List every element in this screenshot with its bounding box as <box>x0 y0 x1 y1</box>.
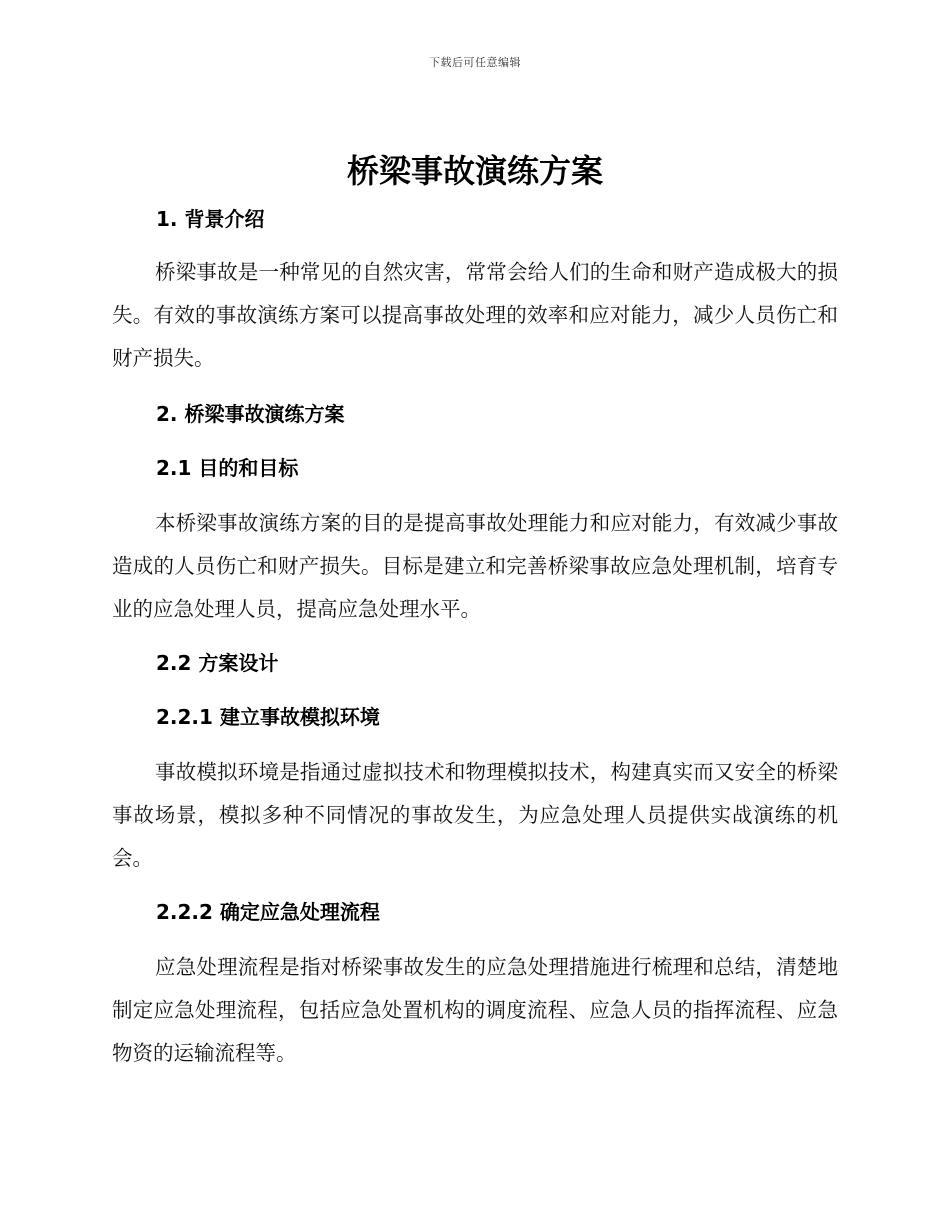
section-heading-plan: 2. 桥梁事故演练方案 <box>156 402 345 426</box>
document-title: 桥梁事故演练方案 <box>346 152 603 190</box>
section-heading-goals: 2.1 目的和目标 <box>156 456 299 480</box>
header-note: 下载后可任意编辑 <box>429 56 521 69</box>
section-heading-process: 2.2.2 确定应急处理流程 <box>156 900 380 924</box>
section-heading-background: 1. 背景介绍 <box>156 207 265 231</box>
section-paragraph-goals: 本桥梁事故演练方案的目的是提高事故处理能力和应对能力，有效减少事故造成的人员伤亡和财产损失。目标是建立和完善桥梁事故应急处理机制，培育专业的应急处理人员，提高应急处理水平。 <box>112 511 838 621</box>
section-heading-design: 2.2 方案设计 <box>156 651 279 675</box>
section-paragraph-background: 桥梁事故是一种常见的自然灾害，常常会给人们的生命和财产造成极大的损失。有效的事故演练方案可以提高事故处理的效率和应对能力，减少人员伤亡和财产损失。 <box>112 260 838 370</box>
section-paragraph-simulation: 事故模拟环境是指通过虚拟技术和物理模拟技术，构建真实而又安全的桥梁事故场景，模拟多种不同情况的事故发生，为应急处理人员提供实战演练的机会。 <box>112 760 838 870</box>
section-paragraph-process: 应急处理流程是指对桥梁事故发生的应急处理措施进行梳理和总结，清楚地制定应急处理流程，包括应急处置机构的调度流程、应急人员的指挥流程、应急物资的运输流程等。 <box>112 955 838 1065</box>
section-heading-simulation: 2.2.1 建立事故模拟环境 <box>156 705 380 729</box>
